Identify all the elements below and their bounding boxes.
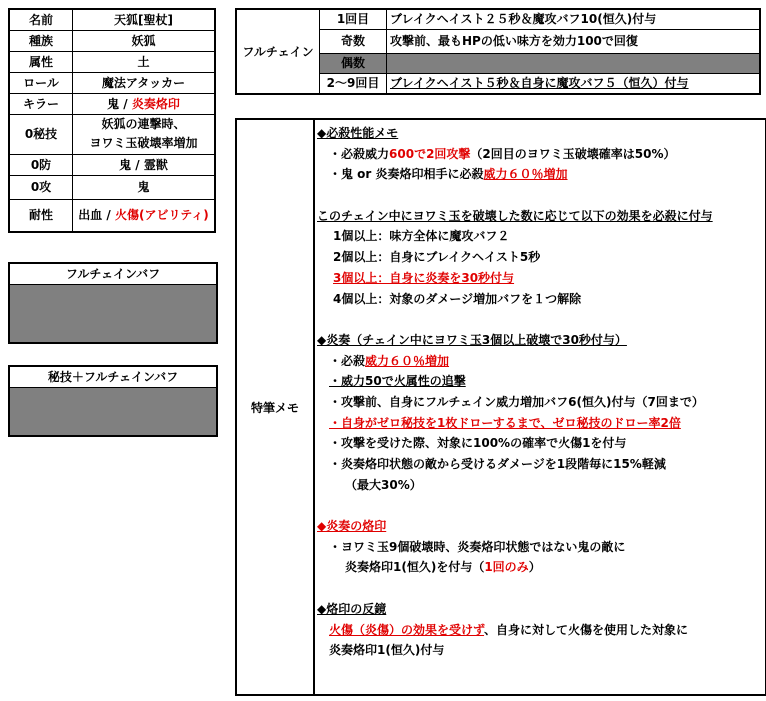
memo-line: 2個以上：自身にブレイクヘイスト5秒 [333,250,541,265]
memo-text: ・必殺 [329,353,366,368]
memo-blank [317,578,761,599]
memo-section-title: ◆烙印の反鏡 [317,601,387,616]
hiwaza-fullchain-buff-title: 秘技＋フルチェインバフ [10,367,216,388]
info-row-name [9,9,215,30]
memo-blank [317,495,761,516]
memo-line: ・攻撃前、自身にフルチェイン威力増加バフ6(恒久)付与（7回まで） [329,394,704,409]
memo-line: ・炎奏烙印状態の敵から受けるダメージを1段階毎に15%軽減 [329,457,666,471]
memo-text: （2回目のヨワミ玉破壊確率は50%） [470,146,676,161]
hiwaza-fullchain-buff-box [8,365,218,437]
memo-line: （最大30%） [345,477,422,492]
memo-line: 4個以上：対象のダメージ増加バフを１つ解除 [333,291,582,306]
memo-highlight: 600で2回攻撃 [389,146,471,161]
memo-line: ・攻撃を受けた際、対象に100%の確率で火傷1を付与 [329,436,627,451]
fullchain-value: 攻撃前、最もHPの低い味方を効力100で回復 [387,29,761,53]
memo-text: ・必殺威力 [329,146,390,161]
memo-highlight: 威力６０％増加 [365,353,450,368]
resist-highlight: 火傷(アビリティ) [114,208,209,223]
info-key: 属性 [9,51,73,72]
fullchain-value [387,53,761,73]
info-row-killer [9,93,215,114]
hiwaza-fullchain-buff-empty [10,388,216,435]
info-row-zero-def [9,154,215,175]
memo-line: 1個以上：味方全体に魔攻バフ２ [333,229,510,244]
memo-line [317,144,761,165]
killer-highlight: 炎奏烙印 [131,96,180,111]
memo-line: 3個以上：自身に炎奏を30秒付与 [333,270,515,285]
info-key: 0防 [9,154,73,175]
memo-line: 炎奏烙印1(恒久)付与 [329,643,445,658]
hiwaza-line-2: ヨワミ玉破壊率増加 [89,136,198,150]
memo-line: ・威力50で火属性の追撃 [329,374,466,389]
memo-text: ） [528,560,541,575]
info-key: 0秘技 [9,114,73,154]
info-key: 名前 [9,9,73,30]
fullchain-value: ブレイクヘイスト２５秒＆魔攻バフ10(恒久)付与 [387,9,761,29]
info-row-attribute [9,51,215,72]
info-value [73,199,216,232]
info-value: 妖狐 [73,30,216,51]
info-key: 0攻 [9,175,73,199]
fullchain-row-first [236,9,760,29]
info-row-zero-hiwaza [9,114,215,154]
memo-blank [317,309,761,330]
info-value: 魔法アタッカー [73,72,216,93]
fullchain-value: ブレイクヘイスト５秒＆自身に魔攻バフ５（恒久）付与 [387,73,761,94]
memo-line: ・ヨワミ玉9個破壊時、炎奏烙印状態ではない鬼の敵に [329,539,626,554]
memo-line [317,351,761,372]
fullchain-buff-box [8,262,218,344]
fullchain-key: 偶数 [320,53,387,73]
memo-text: ・鬼 or 炎奏烙印相手に必殺 [329,167,484,182]
info-row-role [9,72,215,93]
memo-body [317,123,761,661]
memo-highlight: 火傷（炎傷）の効果を受けず [329,622,485,637]
memo-highlight: 1回のみ [484,560,529,575]
memo-section-title: ◆必殺性能メモ [317,126,399,140]
fullchain-buff-title: フルチェインバフ [10,264,216,285]
info-value: 天狐[聖杖] [73,9,216,30]
fullchain-key: 2～9回目 [320,73,387,94]
memo-section-title: ◆炎奏の烙印 [317,519,387,534]
memo-line [317,620,761,641]
fullchain-key: 奇数 [320,29,387,53]
info-value: 土 [73,51,216,72]
info-value: 鬼 / 霊獣 [73,154,216,175]
hiwaza-line-1: 妖狐の連撃時、 [101,117,186,131]
info-row-zero-atk [9,175,215,199]
info-row-resist [9,199,215,232]
info-value [73,114,216,154]
memo-blank [317,185,761,206]
memo-highlight: 威力６０％増加 [483,167,568,182]
info-key: ロール [9,72,73,93]
memo-section-title: このチェイン中にヨワミ玉を破壊した数に応じて以下の効果を必殺に付与 [317,208,713,223]
info-key: キラー [9,93,73,114]
info-row-race [9,30,215,51]
special-memo-panel [235,118,766,696]
info-key: 種族 [9,30,73,51]
fullchain-buff-empty [10,285,216,342]
fullchain-table [235,8,761,95]
memo-section-title: ◆炎奏（チェイン中にヨワミ玉3個以上破壊で30秒付与） [317,332,627,347]
info-key: 耐性 [9,199,73,232]
character-info-table [8,8,216,233]
memo-line: ・自身がゼロ秘技を1枚ドローするまで、ゼロ秘技のドロー率2倍 [329,415,681,430]
killer-text: 鬼 / [107,96,132,111]
memo-text: 、自身に対して火傷を使用した対象に [484,622,689,637]
fullchain-label: フルチェイン [236,9,320,94]
memo-line [317,557,761,578]
memo-line [317,164,761,185]
memo-text: 炎奏烙印1(恒久)を付与（ [345,560,485,575]
info-value: 鬼 [73,175,216,199]
info-value [73,93,216,114]
resist-text: 出血 / [78,208,115,223]
fullchain-key: 1回目 [320,9,387,29]
memo-label: 特筆メモ [237,120,315,694]
